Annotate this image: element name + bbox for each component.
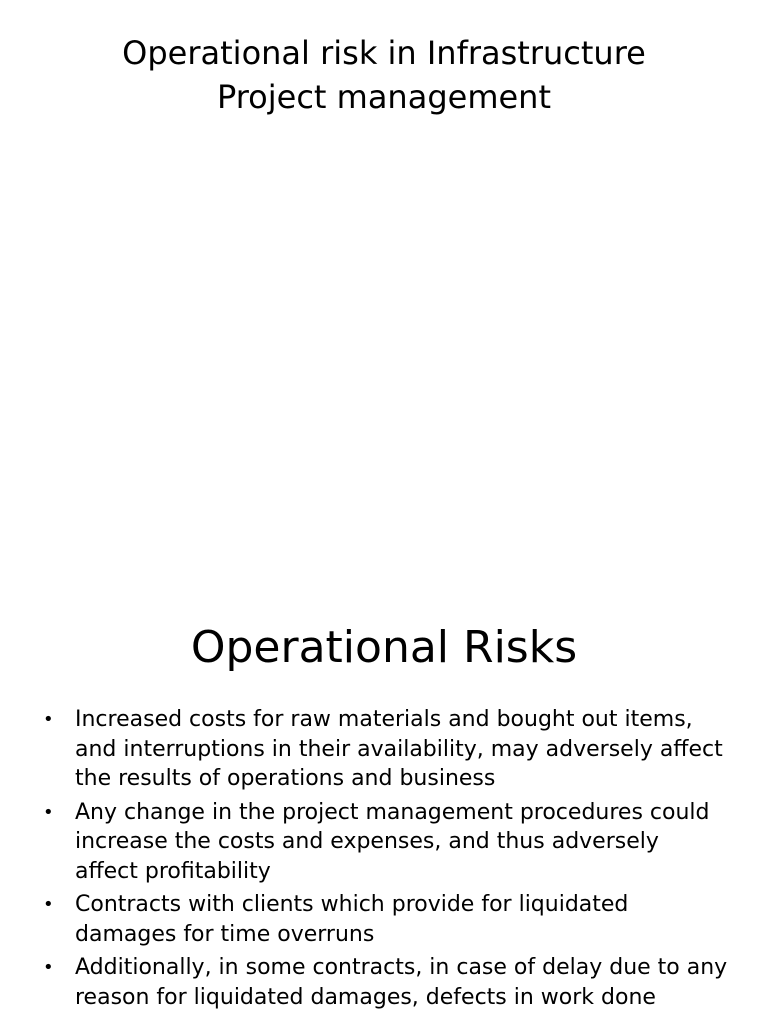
bullet-text: Additionally, in some contracts, in case of delay due to any reason for liquidated damages, defects in work done — [75, 955, 728, 1010]
bullet-item-procedures — [40, 798, 728, 887]
bullet-item-raw-materials — [40, 705, 728, 794]
risk-bullet-list — [40, 705, 728, 1016]
bullet-icon: • — [43, 801, 54, 823]
title-line-2: Project management — [216, 78, 551, 116]
title-line-1: Operational risk in Infrastructure — [122, 34, 646, 72]
bullet-icon: • — [43, 957, 54, 978]
operational-risks-slide — [0, 576, 768, 1024]
slide-title — [40, 31, 728, 119]
bullet-icon: • — [43, 709, 54, 730]
bullet-text: Increased costs for raw materials and bought out items, and interruptions in their availability, may adversely affect the results of operations and business — [75, 707, 723, 791]
bullet-item-contract-delay — [40, 953, 728, 1012]
slide-heading: Operational Risks — [190, 622, 578, 673]
bullet-text: Any change in the project management procedures could increase the costs and expenses, and thus adversely affect profitability — [75, 799, 710, 884]
bullet-text: Contracts with clients which provide for liquidated damages for time overruns — [75, 892, 629, 947]
bullet-item-liquidated-damages — [40, 890, 728, 949]
bullet-icon: • — [43, 894, 54, 915]
